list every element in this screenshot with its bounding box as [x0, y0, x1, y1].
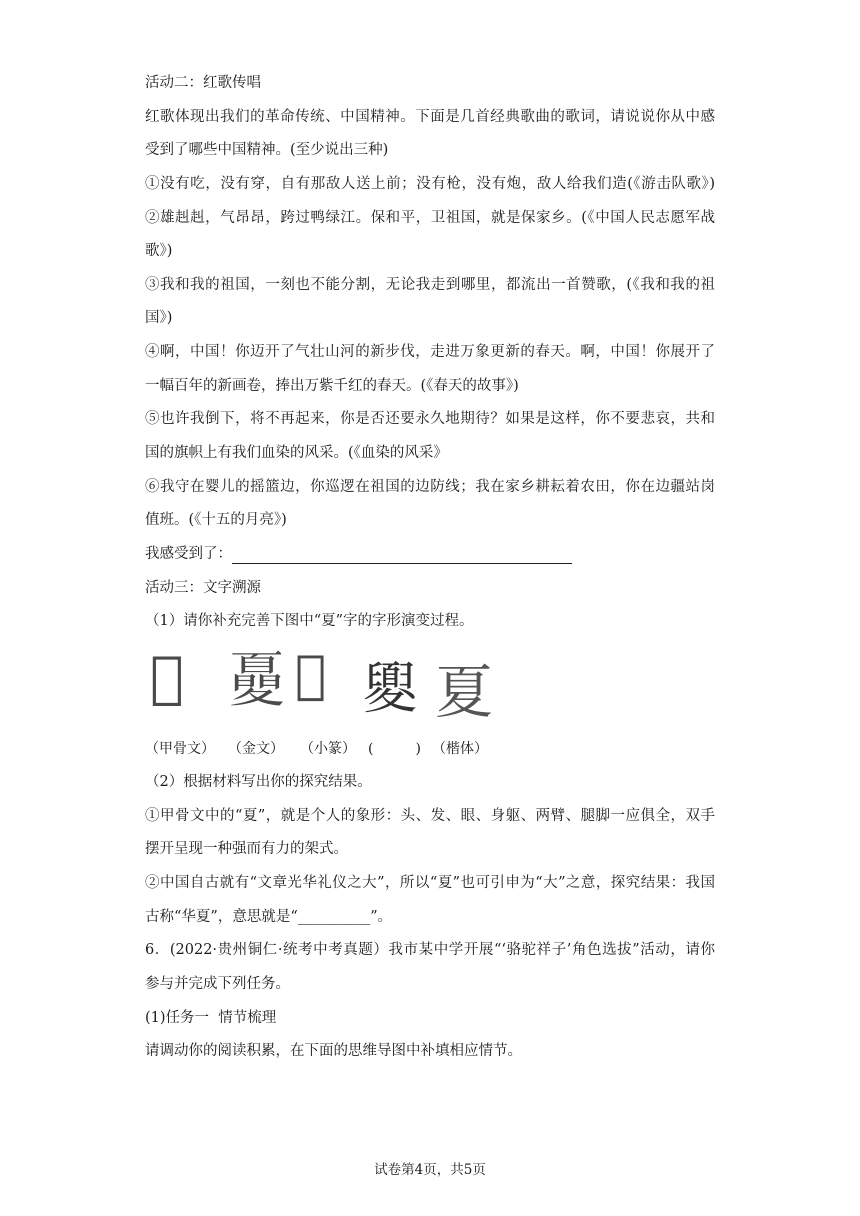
- answer-line: [145, 544, 572, 564]
- caption-blank[interactable]: ( ): [368, 741, 421, 757]
- lyric-3-line2: 国》): [145, 310, 173, 326]
- answer-label: 我感受到了：: [145, 546, 232, 562]
- caption-oracle-bone: （甲骨文）: [145, 741, 215, 757]
- task-1-title: (1)任务一 情节梳理: [145, 1010, 277, 1026]
- glyph-seal: 𡖀: [295, 645, 327, 705]
- lyric-4-line1: ④啊，中国！你迈开了气壮山河的新步伐，走进万象更新的春天。啊，中国！你展开了: [145, 344, 715, 360]
- lyric-3-line1: ③我和我的祖国，一刻也不能分割，无论我走到哪里，都流出一首赞歌，(《我和我的祖: [145, 277, 715, 293]
- glyph-bronze: 𡕾: [228, 648, 287, 716]
- glyph-clerical: 夓: [362, 657, 418, 722]
- lyric-5-line1: ⑤也许我倒下，将不再起来，你是否还要永久地期待？如果是这样，你不要悲哀，共和: [145, 411, 715, 427]
- question-6-line2: 参与并完成下列任务。: [145, 976, 290, 992]
- glyph-regular: 夏: [435, 658, 494, 726]
- activity3-question-1: （1）请你补充完善下图中“夏”字的字形演变过程。: [145, 613, 474, 629]
- activity3-question-2: （2）根据材料写出你的探究结果。: [145, 774, 372, 790]
- material-2-line1: ②中国自古就有“文章光华礼仪之大”，所以“夏”也可引申为“大”之意，探究结果：我国: [145, 875, 715, 891]
- question-6-line1: 6．(2022·贵州铜仁·统考中考真题）我市某中学开展“‘骆驼祥子’角色选拔”活动，请你: [145, 942, 715, 958]
- lyric-2-line2: 歌》): [145, 243, 173, 259]
- glyph-oracle-bone: 𦎫: [150, 645, 184, 710]
- activity3-heading: 活动三：文字溯源: [145, 580, 261, 596]
- lyric-1: ①没有吃，没有穿，自有那敌人送上前；没有枪，没有炮，敌人给我们造(《游击队歌》): [145, 176, 715, 192]
- lyric-6-line1: ⑥我守在婴儿的摇篮边，你巡逻在祖国的边防线；我在家乡耕耘着农田，你在边疆站岗: [145, 479, 715, 495]
- activity2-intro-line1: 红歌体现出我们的革命传统、中国精神。下面是几首经典歌曲的歌词，请说说你从中感: [145, 109, 715, 125]
- caption-regular: （楷体）: [432, 741, 488, 757]
- activity2-intro-line2: 受到了哪些中国精神。(至少说出三种): [145, 142, 389, 158]
- material-1-line2: 摆开呈现一种强而有力的架式。: [145, 841, 348, 857]
- lyric-5-line2: 国的旗帜上有我们血染的风采。(《血染的风采》: [145, 445, 448, 461]
- material-2-line2: 古称“华夏”，意思就是“__________”。: [145, 909, 393, 925]
- caption-bronze: （金文）: [228, 741, 284, 757]
- lyric-4-line2: 一幅百年的新画卷，捧出万紫千红的春天。(《春天的故事》): [145, 378, 519, 394]
- page-footer: 试卷第4页，共5页: [374, 1162, 486, 1178]
- answer-blank[interactable]: [232, 549, 572, 564]
- caption-seal: （小篆）: [300, 741, 356, 757]
- glyph-evolution-row: [150, 645, 500, 730]
- lyric-2-line1: ②雄赳赳，气昂昂，跨过鸭绿江。保和平，卫祖国，就是保家乡。(《中国人民志愿军战: [145, 210, 715, 226]
- material-1-line1: ①甲骨文中的“夏”，就是个人的象形：头、发、眼、身躯、两臂、腿脚一应俱全，双手: [145, 808, 715, 824]
- lyric-6-line2: 值班。(《十五的月亮》): [145, 512, 287, 528]
- activity2-heading: 活动二：红歌传唱: [145, 75, 261, 91]
- task-1-description: 请调动你的阅读积累，在下面的思维导图中补填相应情节。: [145, 1043, 522, 1059]
